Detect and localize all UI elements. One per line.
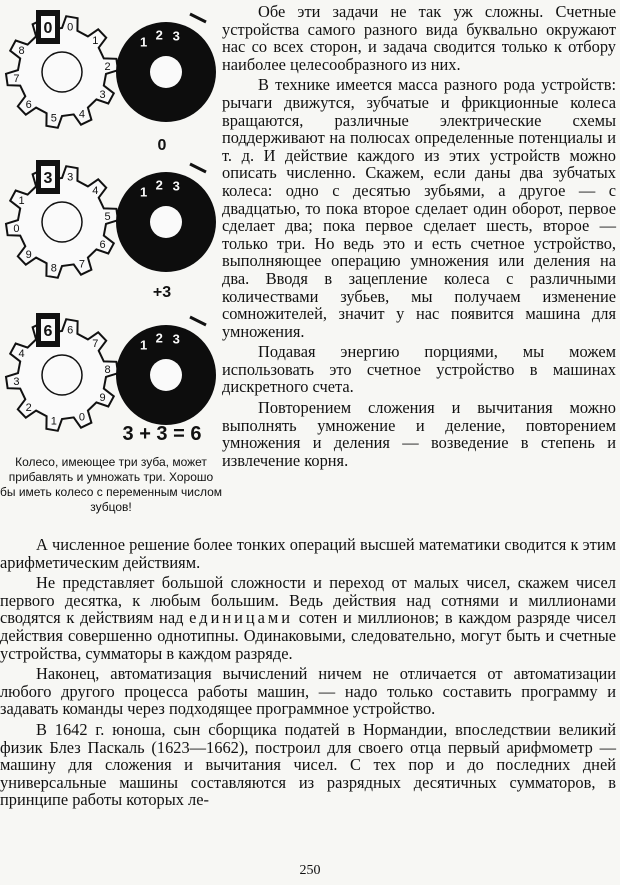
- left-gear-digit: 2: [104, 60, 111, 73]
- paragraph-6-part-b: сотен и миллионов; в каждом разряде чисел действия совершенно однотипны. Одинаковыми, следовательно, могут быть и счетные устройства, сумматоры в каждом разряде.: [0, 608, 616, 663]
- left-gear-digit: 4: [78, 108, 85, 121]
- left-gear-digit: 0: [78, 411, 85, 424]
- paragraph-6-part-a: Не представляет большой сложности и переход от малых чисел, скажем чисел первого десятка, к любым большим. Ведь действия над сотнями и миллионами сводятся к действиям над: [0, 573, 616, 628]
- left-gear-digit: 9: [99, 391, 106, 404]
- left-gear-digit: 6: [99, 238, 106, 251]
- left-gear-digit: 6: [67, 324, 74, 337]
- right-wheel-digit: 1: [139, 184, 148, 200]
- right-wheel-digit: 2: [155, 177, 163, 193]
- gear-figure: [0, 0, 222, 540]
- paragraph-8: В 1642 г. юноша, сын сборщика податей в Нормандии, впоследствии великий физик Блез Паскаль (1623—1662), построил для своего отца первый арифмометр — машину для сложения и вычитания чисел. С тех пор и до последних дней универсальные машины составляются из разрядных десятичных сумматоров, в принципе работы которых ле-: [0, 719, 616, 810]
- figure-caption: Колесо, имеющее три зуба, может прибавлять и умножать три. Хорошо бы иметь колесо с переменным числом зубцов!: [0, 455, 223, 514]
- left-gear-outline: [6, 166, 118, 278]
- right-wheel-digit: 1: [139, 34, 148, 50]
- left-gear-digit: 1: [50, 415, 57, 428]
- operation-label: +3: [152, 284, 172, 301]
- left-gear-digit: 8: [104, 363, 111, 376]
- left-gear-digit: 7: [13, 73, 20, 86]
- left-gear-digit: 5: [104, 210, 111, 223]
- full-width-text: [0, 536, 616, 809]
- rotation-arrow: [190, 164, 206, 172]
- left-gear-digit: 3: [99, 88, 106, 101]
- paragraph-4: Повторением сложения и вычитания можно выполнять умножение и деление, повторением умножения и деления — возведение в степень и извлечение корня.: [222, 398, 616, 470]
- left-gear-digit: 7: [92, 338, 99, 351]
- left-gear-digit: 6: [25, 98, 32, 111]
- left-gear-digit: 7: [78, 258, 85, 271]
- left-gear-digit: 1: [18, 195, 25, 208]
- left-gear-digit: 4: [92, 185, 99, 198]
- left-gear-digit: 1: [92, 35, 99, 48]
- right-wheel-digit: 3: [172, 28, 180, 44]
- operation-label: 3 + 3 = 6: [122, 423, 202, 445]
- left-gear-outline: [6, 16, 118, 128]
- window-digit: 3: [43, 170, 53, 187]
- left-gear-digit: 9: [25, 248, 32, 261]
- left-gear-digit: 0: [67, 21, 74, 34]
- left-gear-outline: [6, 319, 118, 431]
- left-gear-digit: 4: [18, 348, 25, 361]
- operation-label: 0: [157, 137, 167, 154]
- right-wheel-digit: 2: [155, 27, 163, 43]
- left-gear-digit: 8: [50, 262, 57, 275]
- gear-illustration: [0, 0, 222, 450]
- paragraph-3: Подавая энергию порциями, мы можем использовать это счетное устройство в машинах дискретного счета.: [222, 342, 616, 397]
- left-gear-digit: 3: [67, 171, 74, 184]
- rotation-arrow: [190, 14, 206, 22]
- right-wheel-digit: 1: [139, 337, 148, 353]
- paragraph-6: [0, 574, 616, 662]
- right-wheel-hub: [150, 359, 182, 391]
- window-digit: 6: [43, 323, 53, 340]
- right-wheel-digit: 3: [172, 331, 180, 347]
- left-gear-digit: 3: [13, 376, 20, 389]
- right-wheel-hub: [150, 206, 182, 238]
- left-gear-digit: 5: [50, 112, 57, 125]
- left-gear-digit: 2: [25, 401, 32, 414]
- page-number: 250: [299, 863, 321, 878]
- right-wheel-digit: 3: [172, 178, 180, 194]
- left-gear-digit: 0: [13, 223, 20, 236]
- paragraph-5: А численное решение более тонких операций высшей математики сводится к этим арифметическим действиям.: [0, 535, 616, 572]
- left-gear-digit: 8: [18, 45, 25, 58]
- right-column-text: [222, 3, 616, 469]
- right-wheel-hub: [150, 56, 182, 88]
- window-digit: 0: [43, 20, 53, 37]
- paragraph-7: Наконец, автоматизация вычислений ничем не отличается от автоматизации любого другого процесса работы машин, — надо только составить программу и задавать команды через подходящее программное устройство.: [0, 664, 616, 719]
- paragraph-2: В технике имеется масса разного рода устройств: рычаги движутся, зубчатые и фрикционные колеса вращаются, различные электрические схемы поддерживают на полюсах определенные потенциалы и т. д. И действие каждого из этих устройств можно описать численно. Скажем, если даны два зубчатых колеса: одно с десятью зубьями, а другое — с двадцатью, то пока второе сделает один оборот, первое сделает два; пока первое сделает шесть, второе — только три. Но ведь это и есть счетное устройство, выполняющее операцию умножения или деления на два. Вводя в зацепление колеса с различными количествами зубьев, мы получаем изменение сомножителей, значит у нас появится машина для умножения.: [222, 75, 616, 341]
- paragraph-1: Обе эти задачи не так уж сложны. Счетные устройства самого разного вида буквально окружают нас со всех сторон, и задача сводится только к отбору наиболее целесообразного из них.: [222, 2, 616, 74]
- rotation-arrow: [190, 317, 206, 325]
- right-wheel-digit: 2: [155, 330, 163, 346]
- spaced-word: единицами: [189, 608, 294, 628]
